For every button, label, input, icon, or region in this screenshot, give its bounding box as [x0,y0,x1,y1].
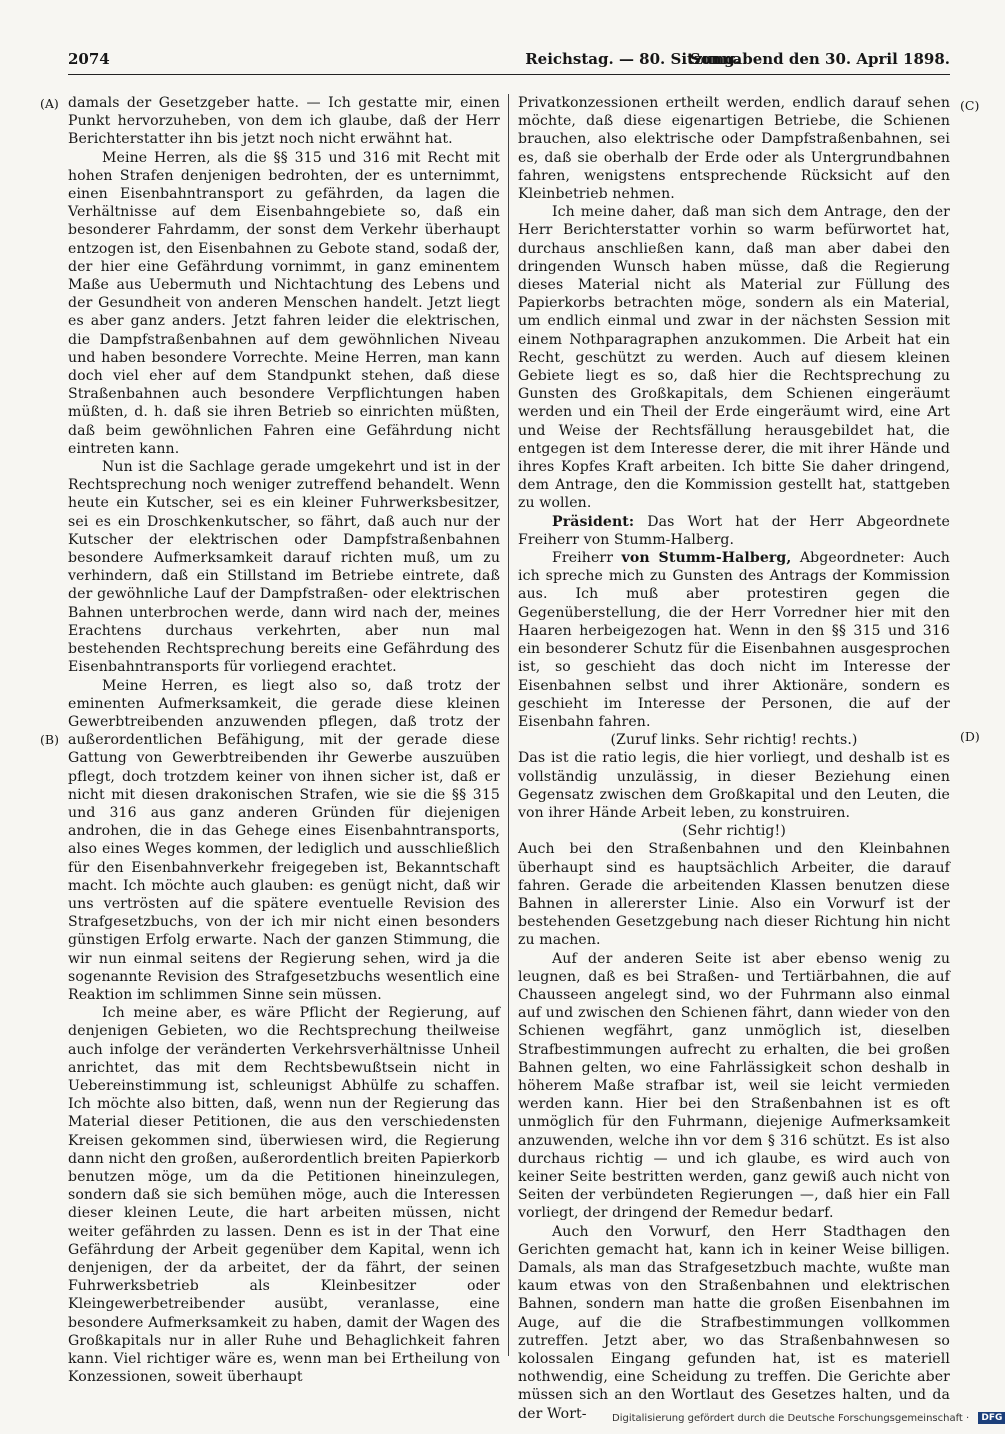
interjection: (Zuruf links. Sehr richtig! rechts.) [610,732,858,749]
column-divider [508,94,509,1356]
paragraph: Nun ist die Sachlage gerade umgekehrt und ist in der Rechtsprechung noch weniger zutreffend behandelt. Wenn heute ein Kutscher, sei es ein kleiner Fuhrwerksbesitzer, sei es ein Droschkenkutscher, so fährt, daß auch nur der Kutscher der elektrischen oder Dampfstraßenbahnen besondere Aufmerksamkeit darauf richten muß, um zu verhindern, daß ein Stillstand im Betriebe eintrete, daß der gewöhnliche Lauf der Dampfstraßen- oder elektrischen Bahnen unterbrochen werde, dann wird nach der, meines Erachtens durchaus verkehrten, aber nun mal bestehenden Rechtsprechung bereits eine Gefährdung des Eisenbahntransports für vorliegend erachtet. [68,459,500,676]
speaker-label: Präsident: [552,513,635,530]
paragraph: Meine Herren, als die §§ 315 und 316 mit Recht mit hohen Strafen denjenigen bedrohten, der es unternimmt, einen Eisenbahntransport zu gefährden, da lagen die Verhältnisse auf dem Eisenbahngebiete so, daß ein besonderer Fahrdamm, der sonst dem Verkehr überhaupt entzogen ist, den Eisenbahnen zu Gebote stand, sodaß der, der hier eine Gefährdung vornimmt, in ganz eminentem Maße aus Uebermuth und Nichtachtung des Lebens und der Gesundheit von anderen Menschen handelt. Jetzt liegt es aber ganz anders. Jetzt fahren leider die elektrischen, die Dampfstraßenbahnen auf dem gewöhnlichen Niveau und haben besondere Vorrechte. Meine Herren, man kann doch viel eher auf dem Standpunkt stehen, daß diese Straßenbahnen auch besondere Verpflichtungen haben müßten, d. h. daß sie ihren Betrieb so einrichten müßten, daß beim gewöhnlichen Fahren eine Gefährdung nicht eintreten kann. [68,149,500,457]
paragraph: Das ist die ratio legis, die hier vorliegt, und deshalb ist es vollständig unzulässig, in dieser Beziehung einen Gegensatz zwischen dem Großkapital und den Leuten, die von ihrer Hände Arbeit leben, zu konstruiren. [518,750,950,821]
speech-opening [518,549,950,731]
margin-marker-c: (C) [960,98,980,113]
speaker-name: von Stumm-Halberg, [621,550,792,567]
speaker-title: Freiherr [552,550,614,567]
statement-text: Das Wort hat der Herr Abgeordnete Freiherr von Stumm-Halberg. [518,513,950,548]
speech-text: Abgeordneter: Auch ich spreche mich zu Gunsten des Antrags der Kommission aus. Ich muß aber protestiren gegen die Gegenüberstellung, die der Herr Vorredner hier mit den Haaren herbeigezogen hat. Wenn in den §§ 315 und 316 ein besonderer Schutz für die Eisenbahnen ausgesprochen ist, so geschieht das doch nicht im Interesse der Eisenbahnen selbst und ihrer Aktionäre, sondern es geschieht im Interesse der Personen, die auf der Eisenbahn fahren. [518,550,950,730]
paragraph: Ich meine daher, daß man sich dem Antrage, den der Herr Berichterstatter vorhin so warm befürwortet hat, durchaus anschließen kann, daß man aber dabei den dringenden Wunsch haben müsse, daß die Regierung dieses Material nicht als Material zur Füllung des Papierkorbs betrachten möge, sondern als ein Material, um endlich einmal und zwar in der nächsten Session mit einem Nothparagraphen anzukommen. Die Arbeit hat ein Recht, geschützt zu werden. Auch auf diesem kleinen Gebiete liegt es so, daß hier die Rechtsprechung zu Gunsten des Großkapitals, dem Schienen eingeräumt werden und ein Theil der Erde eingeräumt wird, eine Art und Weise der Rechtsfällung herausgebildet hat, die entgegen ist dem Interesse derer, die mit ihrer Hände und ihres Kopfes Kraft arbeiten. Ich bitte Sie daher dringend, dem Antrage, den die Kommission gestellt hat, stattgeben zu wollen. [518,204,950,512]
dfg-logo-icon: DFG [978,1412,1005,1424]
running-title: Reichstag. — 80. Sitzung. [525,50,740,68]
paragraph: damals der Gesetzgeber hatte. — Ich gestatte mir, einen Punkt hervorzuheben, von dem ich glaube, daß der Herr Berichterstatter ihn bis jetzt noch nicht erwähnt hat. [68,95,500,148]
digitization-footer [612,1412,1003,1428]
paragraph: Privatkonzessionen ertheilt werden, endlich darauf sehen möchte, daß diese eigenartigen Betriebe, die Schienen brauchen, also elektrische oder Dampfstraßenbahnen, sei es, daß sie oberhalb der Erde oder als Untergrundbahnen fahren, wenigstens entsprechende Rücksicht auf den Kleinbetrieb nehmen. [518,95,950,203]
margin-marker-b: (B) [40,732,59,747]
page-header [68,46,950,75]
paragraph: Meine Herren, es liegt also so, daß trotz der eminenten Aufmerksamkeit, die gerade diese kleinen Gewerbtreibenden anzuwenden pflegen, daß trotz der außerordentlichen Befähigung, mit der gerade diese Gattung von Gewerbtreibenden ihr Gewerbe auszuüben pflegt, doch trotzdem keiner von ihnen sicher ist, daß er nicht mit diesen drakonischen Strafen, wie sie die §§ 315 und 316 aus ganz anderen Gründen für diejenigen androhen, die in das Gehege eines Eisenbahntransports, also eines Weges kommen, der lediglich und ausschließlich für den Eisenbahnverkehr freigegeben ist, Bekanntschaft macht. Ich möchte auch glauben: es genügt nicht, daß wir uns vertrösten auf die spätere eventuelle Revision des Strafgesetzbuchs, von der ich mir nicht einen besonders günstigen Erfolg erwarte. Nach der ganzen Stimmung, die wir nun einmal seitens der Regierung sehen, wird ja die sogenannte Revision des Strafgesetzbuchs wesentlich eine Reaktion im schlimmen Sinne sein müssen. [68,677,500,1003]
session-date: Sonnabend den 30. April 1898. [689,50,950,68]
president-statement [518,513,950,549]
margin-marker-a: (A) [40,96,59,111]
paragraph: Auch den Vorwurf, den Herr Stadthagen den Gerichten gemacht hat, kann ich in keiner Weise billigen. Damals, als man das Strafgesetzbuch machte, wußte man kaum etwas von den Straßenbahnen und elektrischen Bahnen, sondern man hatte die großen Eisenbahnen im Auge, auf die die Strafbestimmungen vollkommen zutreffen. Jetzt aber, wo das Straßenbahnwesen so kolossalen Eingang gefunden hat, ist es materiell nothwendig, eine Scheidung zu treffen. Die Gerichte aber müssen sich an den Wortlaut des Gesetzes halten, und da der Wort- [518,1223,950,1422]
paragraph: Auf der anderen Seite ist aber ebenso wenig zu leugnen, daß es bei Straßen- und Tertiärbahnen, die auf Chausseen angelegt sind, wo der Fuhrmann also einmal auf und zwischen den Schienen fährt, dann wieder von den Schienen wegfährt, ganz unmöglich ist, dieselben Strafbestimmungen aufrecht zu erhalten, die bei großen Bahnen gelten, wo eine Fahrlässigkeit schon deshalb in höherem Maße strafbar ist, weil sie leicht vermieden werden kann. Hier bei den Straßenbahnen ist es oft unmöglich für den Fuhrmann, diejenige Aufmerksamkeit anzuwenden, welche ihn vor dem § 316 schützt. Es ist also durchaus richtig — und ich glaube, es wird auch von keiner Seite bestritten werden, ganz gewiß auch nicht von Seiten der verbündeten Regierungen —, daß hier ein Fall vorliegt, der dringend der Remedur bedarf. [518,950,950,1222]
footer-text: Digitalisierung gefördert durch die Deutsche Forschungsgemeinschaft · [612,1413,970,1424]
interjection: (Sehr richtig!) [682,823,786,840]
margin-marker-d: (D) [960,729,980,744]
paragraph: Ich meine aber, es wäre Pflicht der Regierung, auf denjenigen Gebieten, wo die Rechtsprechung theilweise auch infolge der veränderten Verkehrsverhältnisse Unheil anrichtet, das mit dem Rechtsbewußtsein nicht in Uebereinstimmung ist, schleunigst Abhülfe zu schaffen. Ich möchte also bitten, daß, wenn nun der Regierung das Material dieser Petitionen, die aus den verschiedensten Kreisen gekommen sind, überwiesen wird, die Regierung dann nicht den großen, außerordentlich breiten Papierkorb benutzen möge, um da die Petitionen hineinzulegen, sondern daß sie sich bemühen möge, auch die Interessen dieser kleinen Leute, die hart arbeiten müssen, nicht weiter gefährden zu lassen. Denn es ist in der That eine Gefährdung der Arbeit gegenüber dem Kapital, wenn ich denjenigen, der da arbeitet, der da fährt, der seinen Fuhrwerksbetrieb als Kleinbesitzer oder Kleingewerbetreibender ausübt, veranlasse, eine besondere Aufmerksamkeit zu haben, damit der Wagen des Großkapitals nur in aller Ruhe und Behaglichkeit fahren kann. Viel richtiger wäre es, wenn man bei Ertheilung von Konzessionen, soweit überhaupt [68,1005,500,1386]
paragraph: Auch bei den Straßenbahnen und den Kleinbahnen überhaupt sind es hauptsächlich Arbeiter, die darauf fahren. Gerade die arbeitenden Klassen benutzen diese Bahnen in allererster Linie. Also ein Vorwurf ist der bestehenden Gesetzgebung nach dieser Richtung hin nicht zu machen. [518,841,950,949]
page-number: 2074 [68,50,110,68]
left-column [68,94,500,1386]
